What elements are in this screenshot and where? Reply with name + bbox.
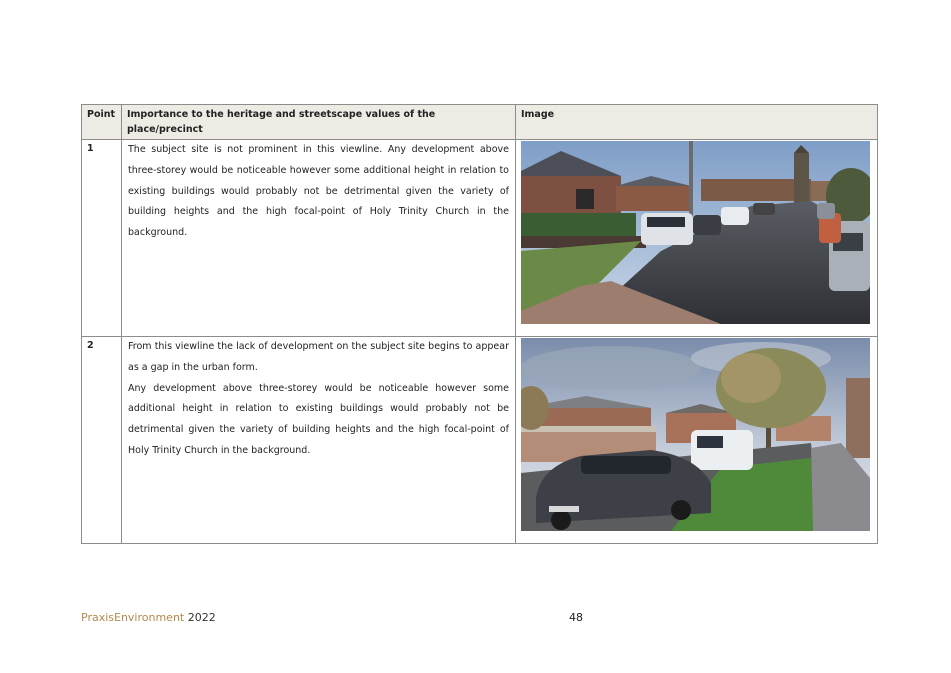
description-paragraph: The subject site is not prominent in this viewline. Any development above three-storey would be noticeable however some additional height in relation to existing buildings would probably not be detrimental given the variety of building heights and the high focal-point of Holy Trinity Church in the background.	[128, 144, 509, 239]
table-row	[82, 140, 878, 337]
street-photo-gap-view	[521, 338, 872, 531]
description-paragraph: Any development above three-storey would be noticeable however some additional height in relation to existing buildings would probably not be detrimental given the variety of building heights and the high focal-point of Holy Trinity Church in the background.	[128, 382, 509, 456]
header-point: Point	[82, 105, 122, 140]
description-paragraph: From this viewline the lack of development on the subject site begins to appear as a gap in the urban form.	[128, 341, 509, 373]
header-importance: Importance to the heritage and streetscape values of the place/precinct	[122, 105, 516, 140]
header-image: Image	[516, 105, 878, 140]
footer-brand	[81, 611, 216, 624]
table-header-row	[82, 105, 878, 140]
footer-brand-name: PraxisEnvironment	[81, 611, 185, 624]
footer-year: 2022	[184, 611, 216, 624]
row-description	[122, 140, 516, 337]
row-description	[122, 337, 516, 544]
table-row	[82, 337, 878, 544]
page-number: 48	[569, 611, 583, 624]
row-point-number: 1	[82, 140, 122, 337]
row-image-cell	[516, 337, 878, 544]
row-point-number: 2	[82, 337, 122, 544]
viewline-table	[81, 104, 878, 544]
row-image-cell	[516, 140, 878, 337]
street-photo-church-view	[521, 141, 872, 324]
